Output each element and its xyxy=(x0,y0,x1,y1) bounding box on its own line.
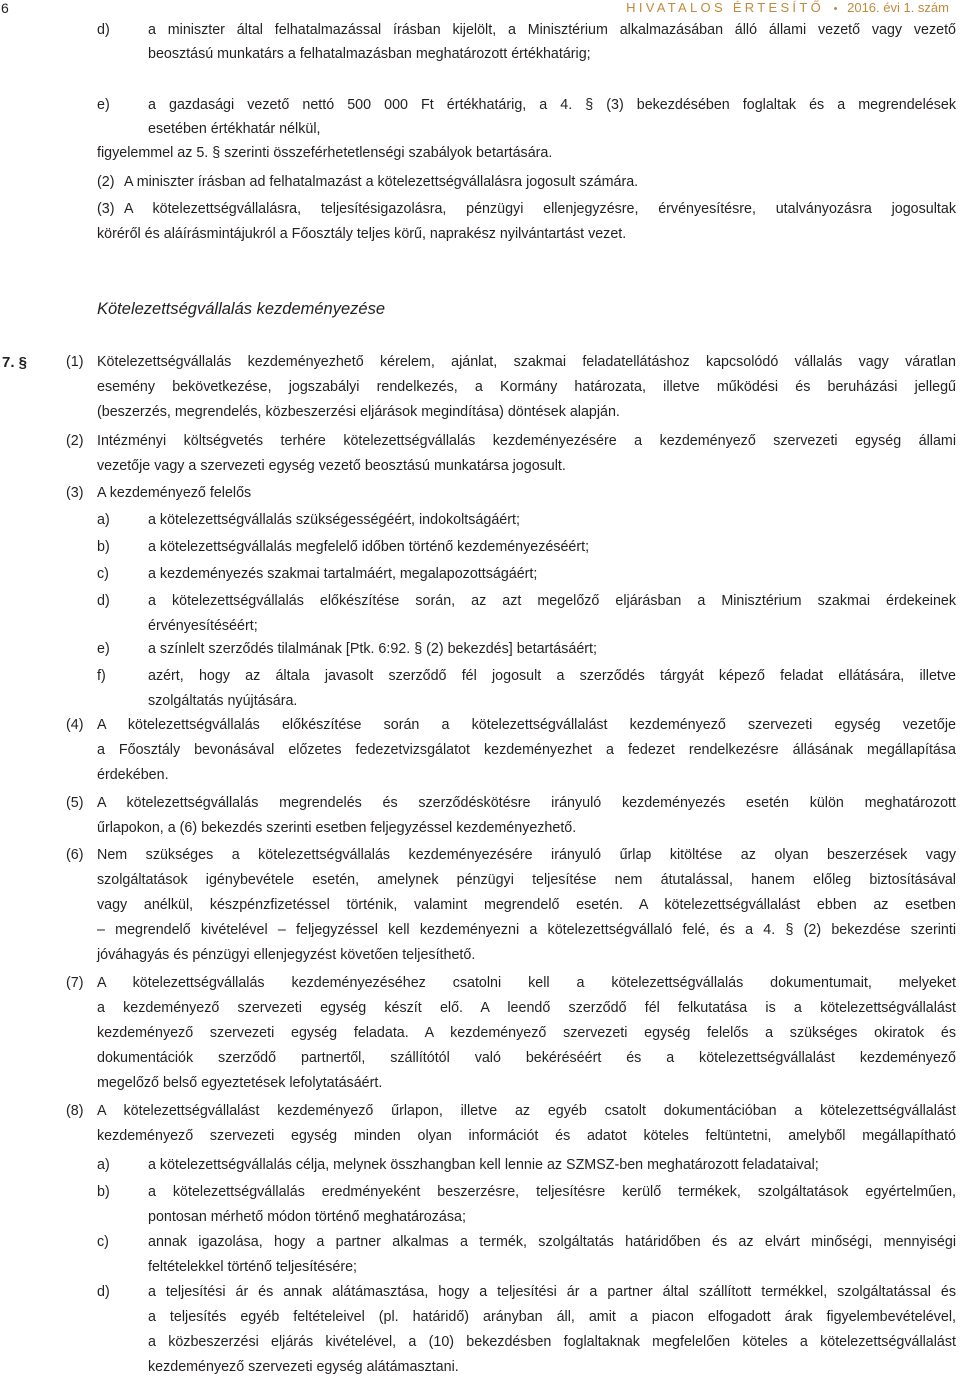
article-p6-text-line: vagy anélkül, készpénzfizetéssel történik, valamint megrendelő esetén. A kötelezettségvállalást ebben az esetben xyxy=(97,897,956,913)
preamble-p3-text-line: köréről és aláírásmintájukról a Főosztály teljes körű, naprakész nyilvántartást vezet. xyxy=(97,226,627,242)
article-p6-text-line: szolgáltatások igénybevétele esetén, amelynek pénzügyi teljesítése nem átutalással, hanem előleg biztosításával xyxy=(97,872,956,888)
article-p3-item-text-line: szolgáltatás nyújtására. xyxy=(148,693,298,709)
article-p8-item-label: b) xyxy=(97,1184,110,1200)
preamble-e-text-line: esetében értékhatár nélkül, xyxy=(148,121,321,137)
preamble-d-label: d) xyxy=(97,22,110,38)
journal-header xyxy=(626,0,949,15)
preamble-p3-text-line: A kötelezettségvállalásra, teljesítésigazolásra, pénzügyi ellenjegyzésre, érvényesítésre, utalványozásra jogosultak xyxy=(124,201,956,217)
issue-label: 2016. évi 1. szám xyxy=(847,0,949,15)
article-p3-item-text-line: érvényesítéséért; xyxy=(148,618,258,634)
article-p3-item-label: a) xyxy=(97,512,110,528)
article-p6-label: (6) xyxy=(66,847,84,863)
article-p3-item-label: d) xyxy=(97,593,110,609)
article-p1-text-line: (beszerzés, megrendelés, közbeszerzési eljárások megindítása) döntések alapján. xyxy=(97,404,620,420)
article-p3-item-text-line: a kötelezettségvállalás szükségességéért, indokoltságáért; xyxy=(148,512,520,528)
article-number: 7. § xyxy=(2,354,28,371)
article-p7-text-line: a kezdeményező szervezeti egység készít elő. A leendő szerződő fél felkutatása is a kötelezettségvállalást xyxy=(97,1000,956,1016)
article-p8-text-line: A kötelezettségvállalást kezdeményező űrlapon, illetve az egyéb csatolt dokumentációban a kötelezettségvállalást xyxy=(97,1103,956,1119)
article-p3-text-line: A kezdeményező felelős xyxy=(97,485,252,501)
article-p8-item-text-line: a kötelezettségvállalás eredményeként beszerzésre, teljesítésre kerülő termékek, szolgáltatások egyértelműen, xyxy=(148,1184,956,1200)
article-p6-text-line: – megrendelő kivételével – feljegyzéssel kell kezdeményezni a kötelezettségvállaló felé, és a 4. § (2) bekezdése szerinti xyxy=(97,922,956,938)
article-p3-item-label: b) xyxy=(97,539,110,555)
article-p4-label: (4) xyxy=(66,717,84,733)
article-p6-text-line: jóváhagyás és pénzügyi ellenjegyzést követően teljesíthető. xyxy=(97,947,476,963)
page-number: 6 xyxy=(1,0,9,16)
section-title: Kötelezettségvállalás kezdeményezése xyxy=(97,300,386,318)
header-separator: • xyxy=(833,3,838,15)
article-p3-item-text-line: a kötelezettségvállalás megfelelő időben történő kezdeményezéséért; xyxy=(148,539,590,555)
article-p8-item-text-line: a teljesítés egyéb feltételeivel (pl. határidő) arányban áll, amit a piacon elfogadott árak figyelembevételével, xyxy=(148,1309,956,1325)
article-p7-text-line: A kötelezettségvállalás kezdeményezéséhez csatolni kell a kötelezettségvállalás dokumentumait, melyeket xyxy=(97,975,956,991)
article-p4-text-line: A kötelezettségvállalás előkészítése során a kötelezettségvállalást kezdeményező szervezeti egység vezetője xyxy=(97,717,956,733)
article-p6-text-line: Nem szükséges a kötelezettségvállalás kezdeményezésére irányuló űrlap kitöltése az olyan beszerzések vagy xyxy=(97,847,956,863)
preamble-p3-label: (3) xyxy=(97,201,115,217)
article-p8-item-text-line: kezdeményező szervezeti egység alátámasztani. xyxy=(148,1359,459,1375)
article-p1-text-line: Kötelezettségvállalás kezdeményezhető kérelem, ajánlat, szakmai feladatellátáshoz kapcsolódó vállalás vagy váratlan xyxy=(97,354,956,370)
article-p8-item-text-line: pontosan mérhető módon történő meghatározása; xyxy=(148,1209,466,1225)
article-p5-text-line: A kötelezettségvállalás megrendelés és szerződéskötésre irányuló kezdeményezés esetén külön meghatározott xyxy=(97,795,956,811)
article-p4-text-line: a Főosztály bevonásával előzetes fedezetvizsgálatot kezdeményezhet a fedezet rendelkezésre állásának megállapítása xyxy=(97,742,956,758)
article-p8-item-label: d) xyxy=(97,1284,110,1300)
article-p2-text-line: Intézményi költségvetés terhére kötelezettségvállalás kezdeményezésére a kezdeményező szervezeti egység állami xyxy=(97,433,956,449)
article-p7-text-line: kezdeményező szervezeti egység feladata. A kezdeményező szervezeti egység felelős a szükséges okiratok és xyxy=(97,1025,956,1041)
preamble-p2-label: (2) xyxy=(97,174,115,190)
article-p7-text-line: megelőző belső egyeztetések lefolytatásáért. xyxy=(97,1075,383,1091)
article-p2-text-line: vezetője vagy a szervezeti egység vezető beosztású munkatársa jogosult. xyxy=(97,458,566,474)
journal-title: HIVATALOS ÉRTESÍTŐ xyxy=(626,0,824,15)
article-p4-text-line: érdekében. xyxy=(97,767,169,783)
preamble-e-label: e) xyxy=(97,97,110,113)
article-p1-text-line: esemény bekövetkezése, jogszabályi rendelkezés, a Kormány határozata, illetve működési és beruházási jellegű xyxy=(97,379,956,395)
article-p3-label: (3) xyxy=(66,485,84,501)
preamble-e-text-line: a gazdasági vezető nettó 500 000 Ft értékhatárig, a 4. § (3) bekezdésében foglaltak és a megrendelések xyxy=(148,97,956,113)
article-p8-item-text-line: feltételekkel történő teljesítésére; xyxy=(148,1259,358,1275)
article-p3-item-label: c) xyxy=(97,566,109,582)
article-p8-item-text-line: annak igazolása, hogy a partner alkalmas a termék, szolgáltatás határidőben és az elvárt minőségi, mennyiségi xyxy=(148,1234,956,1250)
article-p5-label: (5) xyxy=(66,795,84,811)
page-header xyxy=(0,0,960,20)
article-p5-text-line: űrlapokon, a (6) bekezdés szerinti esetben feljegyzéssel kezdeményezhető. xyxy=(97,820,577,836)
preamble-e-text-line: figyelemmel az 5. § szerinti összeférhetetlenségi szabályok betartására. xyxy=(97,145,553,161)
article-p3-item-text-line: azért, hogy az általa javasolt szerződő fél jogosult a szerződés tárgyát képező feladat ellátására, illetve xyxy=(148,668,956,684)
article-p3-item-text-line: a kötelezettségvállalás előkészítése során, az azt megelőző eljárásban a Minisztérium szakmai érdekeinek xyxy=(148,593,956,609)
article-p3-item-text-line: a kezdeményezés szakmai tartalmáért, megalapozottságáért; xyxy=(148,566,538,582)
article-p3-item-label: f) xyxy=(97,668,106,684)
article-p8-item-text-line: a teljesítési ár és annak alátámasztása, hogy a teljesítési ár a partner által szállított termékkel, szolgáltatással és xyxy=(148,1284,956,1300)
article-p8-item-text-line: a kötelezettségvállalás célja, melynek összhangban kell lennie az SZMSZ-ben meghatározott feladataival; xyxy=(148,1157,819,1173)
article-p1-label: (1) xyxy=(66,354,84,370)
article-p2-label: (2) xyxy=(66,433,84,449)
article-p8-item-text-line: a közbeszerzési eljárás kivételével, a (10) bekezdésben foglaltaknak megfelelően köteles a kötelezettségvállalást xyxy=(148,1334,956,1350)
article-p8-item-label: a) xyxy=(97,1157,110,1173)
preamble-p2-text-line: A miniszter írásban ad felhatalmazást a kötelezettségvállalásra jogosult számára. xyxy=(124,174,639,190)
article-p3-item-text-line: a színlelt szerződés tilalmának [Ptk. 6:92. § (2) bekezdés] betartásáért; xyxy=(148,641,597,657)
article-p8-label: (8) xyxy=(66,1103,84,1119)
article-p8-text-line: kezdeményező szervezeti egység minden olyan információt és adatot köteles feltüntetni, amelyből megállapítható xyxy=(97,1128,956,1144)
article-p7-label: (7) xyxy=(66,975,84,991)
article-p7-text-line: dokumentációk szerződő partnertől, szállítótól való bekéréséért és a kötelezettségvállalást kezdeményező xyxy=(97,1050,956,1066)
preamble-d-text-line: beosztású munkatárs a felhatalmazásban meghatározott értékhatárig; xyxy=(148,46,591,62)
preamble-d-text-line: a miniszter által felhatalmazással írásban kijelölt, a Minisztérium alkalmazásában álló állami vezető vagy vezető xyxy=(148,22,956,38)
article-p8-item-label: c) xyxy=(97,1234,109,1250)
article-p3-item-label: e) xyxy=(97,641,110,657)
